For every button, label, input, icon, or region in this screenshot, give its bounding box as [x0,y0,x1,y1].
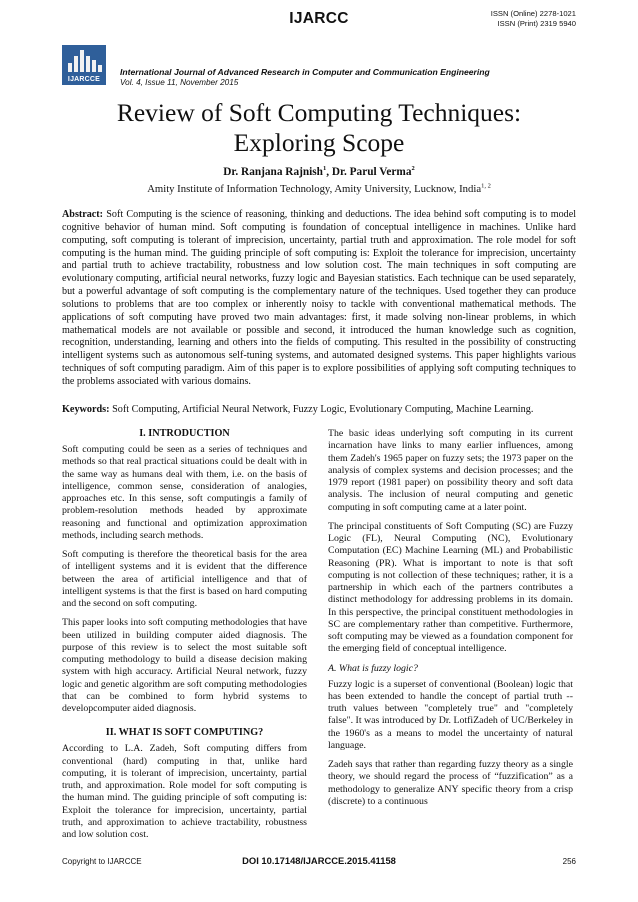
left-column [62,428,307,848]
issn-block [491,9,576,29]
paper-title [0,98,638,158]
logo-text: IJARCCE [67,76,101,83]
right-column [328,428,573,815]
title-line-2: Exploring Scope [233,128,405,157]
paragraph: Zadeh says that rather than regarding fuzzy theory as a single theory, we should regard the process of “fuzzification” as a methodology to generalize ANY specific theory from a crisp (discrete) to a continuous [328,759,573,807]
journal-volume: Vol. 4, Issue 11, November 2015 [120,78,239,87]
paragraph: According to L.A. Zadeh, Soft computing differs from conventional (hard) computing in that, unlike hard computing, it is tolerant of imprecision, uncertainty, partial truth, and approximation. Role model for soft computing is the human mind. The guiding principle of soft computing is: Exploit the tolerance for imprecision, uncertainty, partial truth, and approximation to achieve tractability, robustness and low solution cost. [62,743,307,840]
paragraph: The basic ideas underlying soft computing in its current incarnation have links to many earlier influences, among them Zadeh's 1965 paper on fuzzy sets; the 1973 paper on the analysis of complex systems and decision processes; and the 1979 report (1981 paper) on possibility theory and soft data analysis. The inclusion of neural computing and genetic computing in soft computing came at a later point. [328,428,573,513]
keywords [62,404,592,415]
section-heading-what-is-soft-computing: II. WHAT IS SOFT COMPUTING? [105,727,264,739]
issn-print: ISSN (Print) 2319 5940 [497,19,576,28]
affiliation [0,183,638,195]
author-separator: , [326,166,332,178]
affiliation-sup: 1, 2 [481,182,491,190]
abstract [62,209,576,389]
abstract-label: Abstract: [62,209,104,220]
journal-short-name: IJARCC [289,10,349,27]
paragraph: The principal constituents of Soft Computing (SC) are Fuzzy Logic (FL), Neural Computing (NC), Evolutionary Computation (EC) Machine Learning (ML) and Probabilistic Reasoning (PR). What is important to note is that soft computing is not collection of these techniques; rather, it is a partnership in which each of the partners contributes a distinct methodology for addressing problems in its domain. In this perspective, the principal constituent methodologies in SC are complementary rather than competitive. Furthermore, soft computing may be viewed as a foundation component for the emerging field of conceptual intelligence. [328,520,573,655]
section-heading-introduction: I. INTRODUCTION [139,428,230,439]
keywords-label: Keywords: [62,404,110,415]
page-number: 256 [562,857,576,866]
journal-full-name: International Journal of Advanced Research in Computer and Communication Engineering [120,67,490,77]
paragraph: This paper looks into soft computing methodologies that have been utilized in building computer aided diagnosis. The purpose of this review is to select the most suitable soft computing methodology to build a disease decision making system with high accuracy. Artificial Neural network, fuzzy logic and genetic algorithm are soft computing methodologies that can be combined to form hybrid systems to developcomputer aided diagnosis. [62,617,307,714]
title-line-1: Review of Soft Computing Techniques: [116,98,522,127]
footer-copyright: Copyright to IJARCCE [62,857,142,866]
author-1-sup: 1 [322,165,327,173]
keywords-text: Soft Computing, Artificial Neural Network, Fuzzy Logic, Evolutionary Computing, Machine Learning. [112,404,534,415]
paragraph: Fuzzy logic is a superset of conventional (Boolean) logic that has been extended to handle the concept of partial truth -- truth values between "completely true" and "completely false". It was introduced by Dr. LotfiZadeh of UC/Berkeley in the 1960's as a means to model the uncertainty of natural language. [328,678,573,751]
authors [0,166,638,178]
paragraph: Soft computing is therefore the theoretical basis for the area of intelligent systems and it is evident that the difference between the area of artificial intelligence and that of intelligent systems is that the first is based on hard computing and the second on soft computing. [62,549,307,609]
author-2: Dr. Parul Verma [331,166,412,178]
author-1: Dr. Ranjana Rajnish [223,166,323,178]
affiliation-text: Amity Institute of Information Technology, Amity University, Lucknow, India [147,183,482,195]
author-2-sup: 2 [411,165,415,173]
abstract-text: Soft Computing is the science of reasoning, thinking and deductions. The idea behind soft computing is to model cognitive behavior of human mind. Soft computing is foundation of conceptual intelligence in machines. Unlike hard computing, soft computing is tolerant of imprecision, uncertainty, partial truth and approximation. The role model for soft computing is the human mind. The guiding principle of soft computing is: Exploit the tolerance for imprecision, uncertainty and partial truth to achieve tractability, robustness and low solution cost. The main techniques in soft computing are evolutionary computing, artificial neural networks, fuzzy logic and Bayesian statistics. Each technique can be used separately, but a powerful advantage of soft computing is the complementary nature of the techniques. Used together they can produce solutions to problems that are too complex or inherently noisy to tackle with conventional mathematical methods. The applications of soft computing have proved two main advantages: first, it made solving non-linear problems, in which mathematical models are not available or possible and second, it introduced the human knowledge such as cognition, recognition, understanding, learning and others into the fields of computing. This resulted in the possibility of constructing intelligent systems such as autonomous self-tuning systems, and automated designed systems. This paper highlights various techniques of soft computing paradigm. Aim of this paper is to explore possibilities of applying soft computing techniques to the problems associated with various domains. [62,209,577,387]
journal-logo [62,45,106,85]
subsection-heading-fuzzy-logic: A. What is fuzzy logic? [328,662,418,674]
issn-online: ISSN (Online) 2278-1021 [490,9,576,18]
footer-doi: DOI 10.17148/IJARCCE.2015.41158 [242,855,396,866]
paragraph: Soft computing could be seen as a series of techniques and methods so that real practical situations could be dealt with in the same way as humans deal with them, i.e. on the basis of intelligence, common sense, consideration of analogies, approaches etc. In this sense, soft computingis a family of problem-resolution methods headed by approximate reasoning and functional and optimization approximation methods, including search methods. [62,444,307,541]
